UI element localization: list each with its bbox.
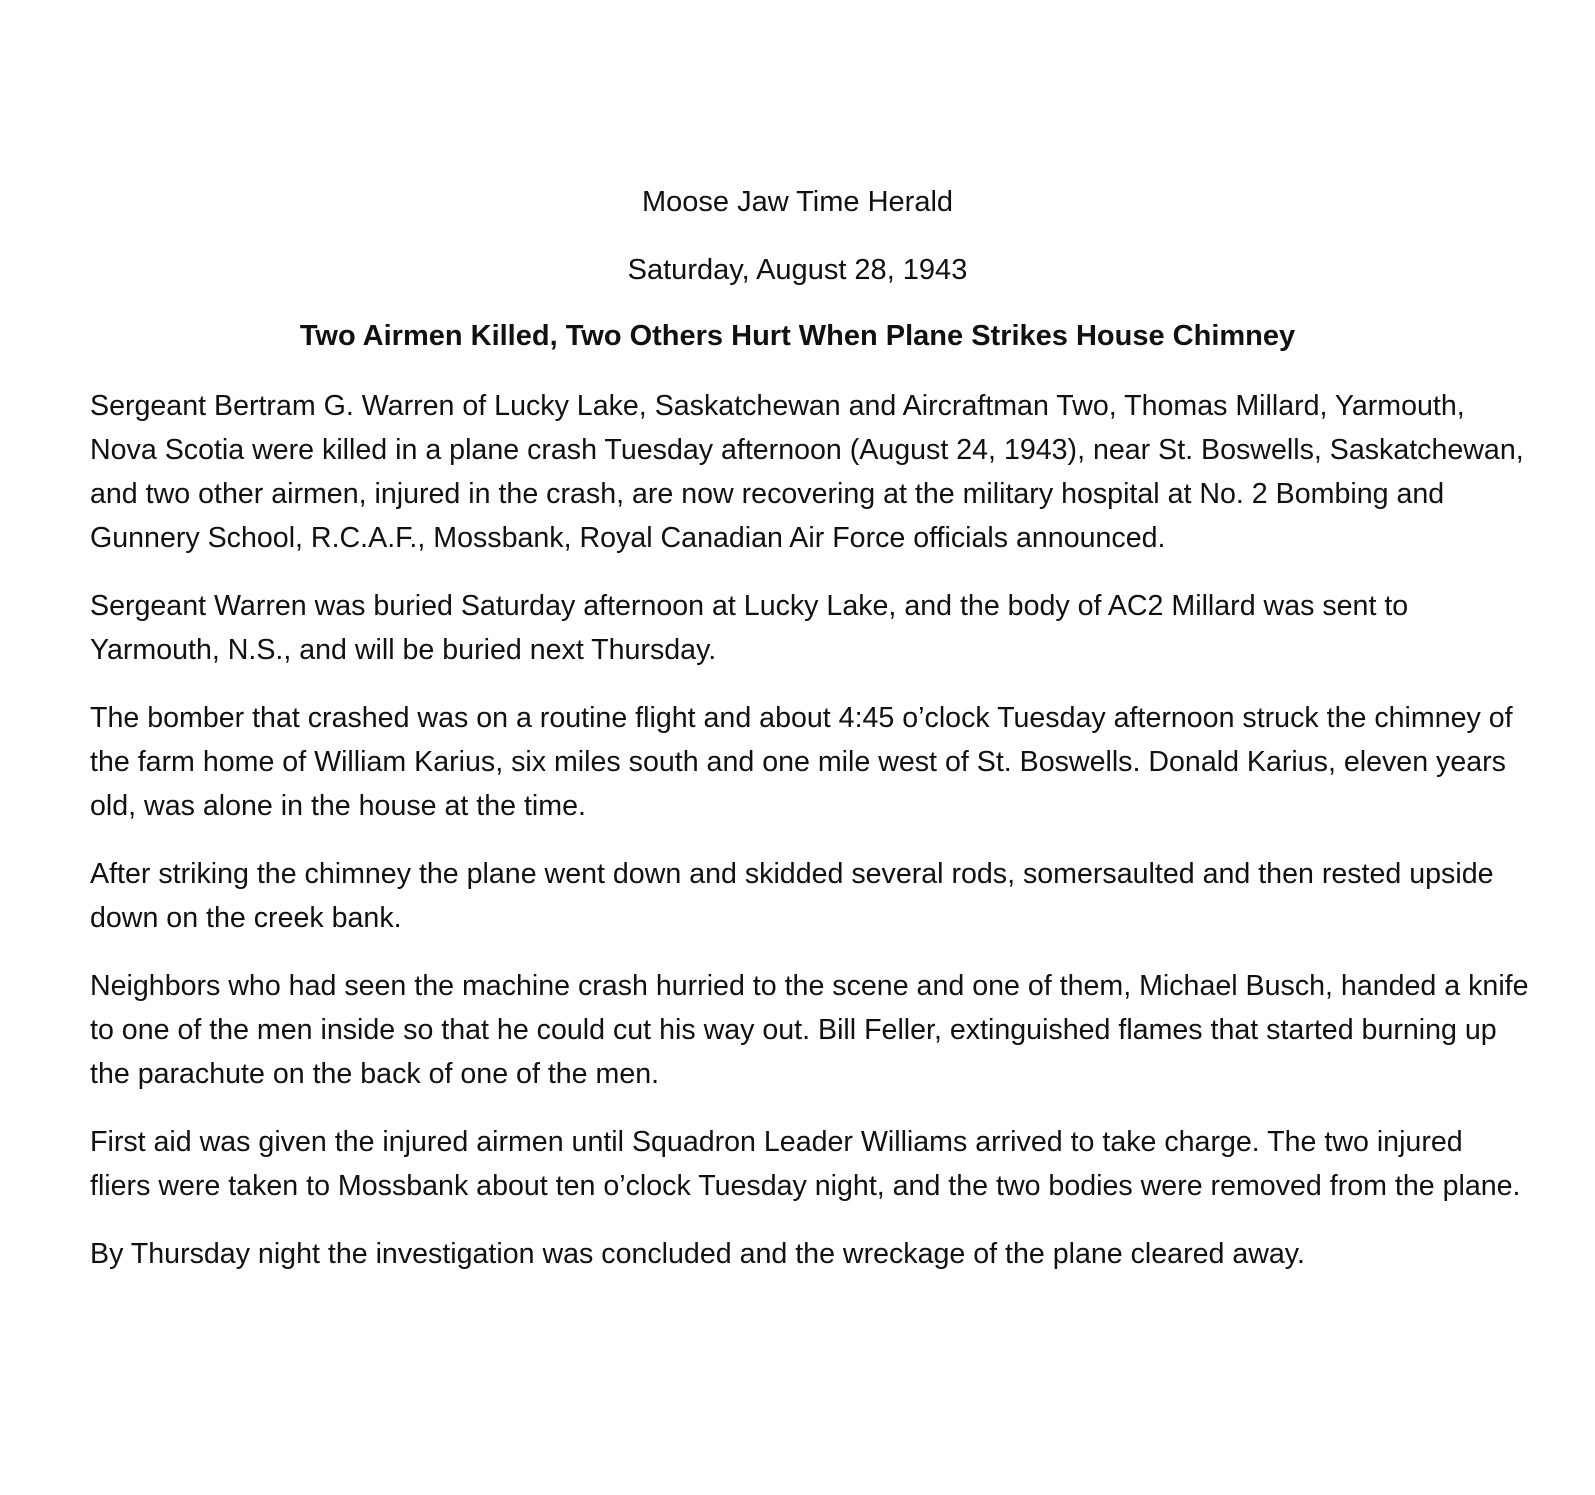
paragraph-investigation: By Thursday night the investigation was concluded and the wreckage of the plane cleared away. <box>90 1238 1305 1270</box>
paragraph-neighbors: Neighbors who had seen the machine crash hurried to the scene and one of them, Michael Busch, handed a knife to one of the men inside so that he could cut his way out. Bill Feller, extinguished flames that started burning up the parachute on the back of one of the men. <box>90 970 1529 1090</box>
publication-date: Saturday, August 28, 1943 <box>627 254 968 286</box>
paragraph-crash-report: Sergeant Bertram G. Warren of Lucky Lake, Saskatchewan and Aircraftman Two, Thomas Millard, Yarmouth, Nova Scotia were killed in a plane crash Tuesday afternoon (August 24, 1943), near St. Boswells, Saskatchewan, and two other airmen, injured in the crash, are now recovering at the military hospital at No. 2 Bombing and Gunnery School, R.C.A.F., Mossbank, Royal Canadian Air Force officials announced. <box>90 390 1524 554</box>
publication-name: Moose Jaw Time Herald <box>641 186 954 218</box>
paragraph-burials: Sergeant Warren was buried Saturday afternoon at Lucky Lake, and the body of AC2 Millard was sent to Yarmouth, N.S., and will be buried next Thursday. <box>90 590 1409 666</box>
paragraph-first-aid: First aid was given the injured airmen until Squadron Leader Williams arrived to take charge. The two injured fliers were taken to Mossbank about ten o’clock Tuesday night, and the two bodies were removed from the plane. <box>90 1126 1521 1202</box>
paragraph-bomber-flight: The bomber that crashed was on a routine flight and about 4:45 o’clock Tuesday afternoon struck the chimney of the farm home of William Karius, six miles south and one mile west of St. Boswells. Donald Karius, eleven years old, was alone in the house at the time. <box>90 702 1513 822</box>
article-headline: Two Airmen Killed, Two Others Hurt When Plane Strikes House Chimney <box>299 320 1296 352</box>
article-body <box>90 384 1530 1300</box>
paragraph-plane-down: After striking the chimney the plane went down and skidded several rods, somersaulted and then rested upside down on the creek bank. <box>90 858 1494 934</box>
